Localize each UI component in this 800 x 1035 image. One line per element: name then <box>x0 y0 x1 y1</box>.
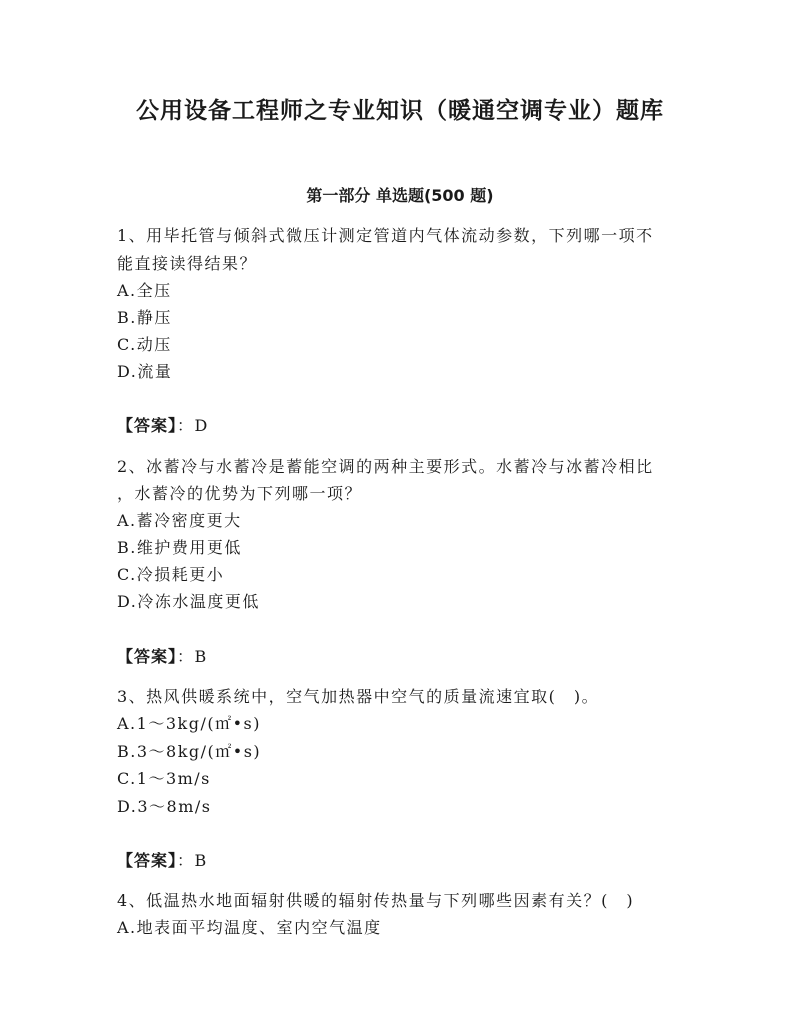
question-1-option-c: C.动压 <box>117 335 172 354</box>
answer-separator: ： <box>177 851 195 870</box>
question-3-option-c: C.1～3m/s <box>117 769 211 788</box>
question-3-answer <box>117 850 208 872</box>
question-2-stem-line-1: 2、冰蓄冷与水蓄冷是蓄能空调的两种主要形式。水蓄冷与冰蓄冷相比 <box>117 457 654 476</box>
question-1-stem-line-1: 1、用毕托管与倾斜式微压计测定管道内气体流动参数，下列哪一项不 <box>117 226 654 245</box>
answer-label: 【答案】 <box>117 416 178 435</box>
answer-value: D <box>194 416 209 435</box>
question-4-option-a: A.地表面平均温度、室内空气温度 <box>117 918 382 937</box>
section-title: 第一部分 单选题(500 题) <box>306 186 494 205</box>
question-2-option-b: B.维护费用更低 <box>117 538 242 557</box>
question-1-option-b: B.静压 <box>117 308 172 327</box>
question-1-stem-line-2: 能直接读得结果？ <box>117 254 258 273</box>
answer-label: 【答案】 <box>117 647 178 666</box>
document-title: 公用设备工程师之专业知识（暖通空调专业）题库 <box>136 98 664 124</box>
question-4-stem-line-1: 4、低温热水地面辐射供暖的辐射传热量与下列哪些因素有关？( ) <box>117 891 635 910</box>
question-3-stem-line-1: 3、热风供暖系统中，空气加热器中空气的质量流速宜取( )。 <box>117 687 600 706</box>
question-1-option-a: A.全压 <box>117 281 172 300</box>
question-2-option-a: A.蓄冷密度更大 <box>117 511 242 530</box>
answer-value: B <box>194 647 208 666</box>
question-1-answer <box>117 415 209 437</box>
question-2-stem-line-2: ，水蓄冷的优势为下列哪一项？ <box>117 484 363 503</box>
question-2-answer <box>117 646 208 668</box>
question-3-option-b: B.3～8kg/(㎡•s) <box>117 742 262 761</box>
answer-label: 【答案】 <box>117 851 178 870</box>
question-2-option-c: C.冷损耗更小 <box>117 565 225 584</box>
answer-value: B <box>194 851 208 870</box>
question-3-option-a: A.1～3kg/(㎡•s) <box>117 714 261 733</box>
question-2-option-d: D.冷冻水温度更低 <box>117 592 260 611</box>
answer-separator: ： <box>177 416 195 435</box>
question-1-option-d: D.流量 <box>117 362 173 381</box>
answer-separator: ： <box>177 647 195 666</box>
question-3-option-d: D.3～8m/s <box>117 797 212 816</box>
